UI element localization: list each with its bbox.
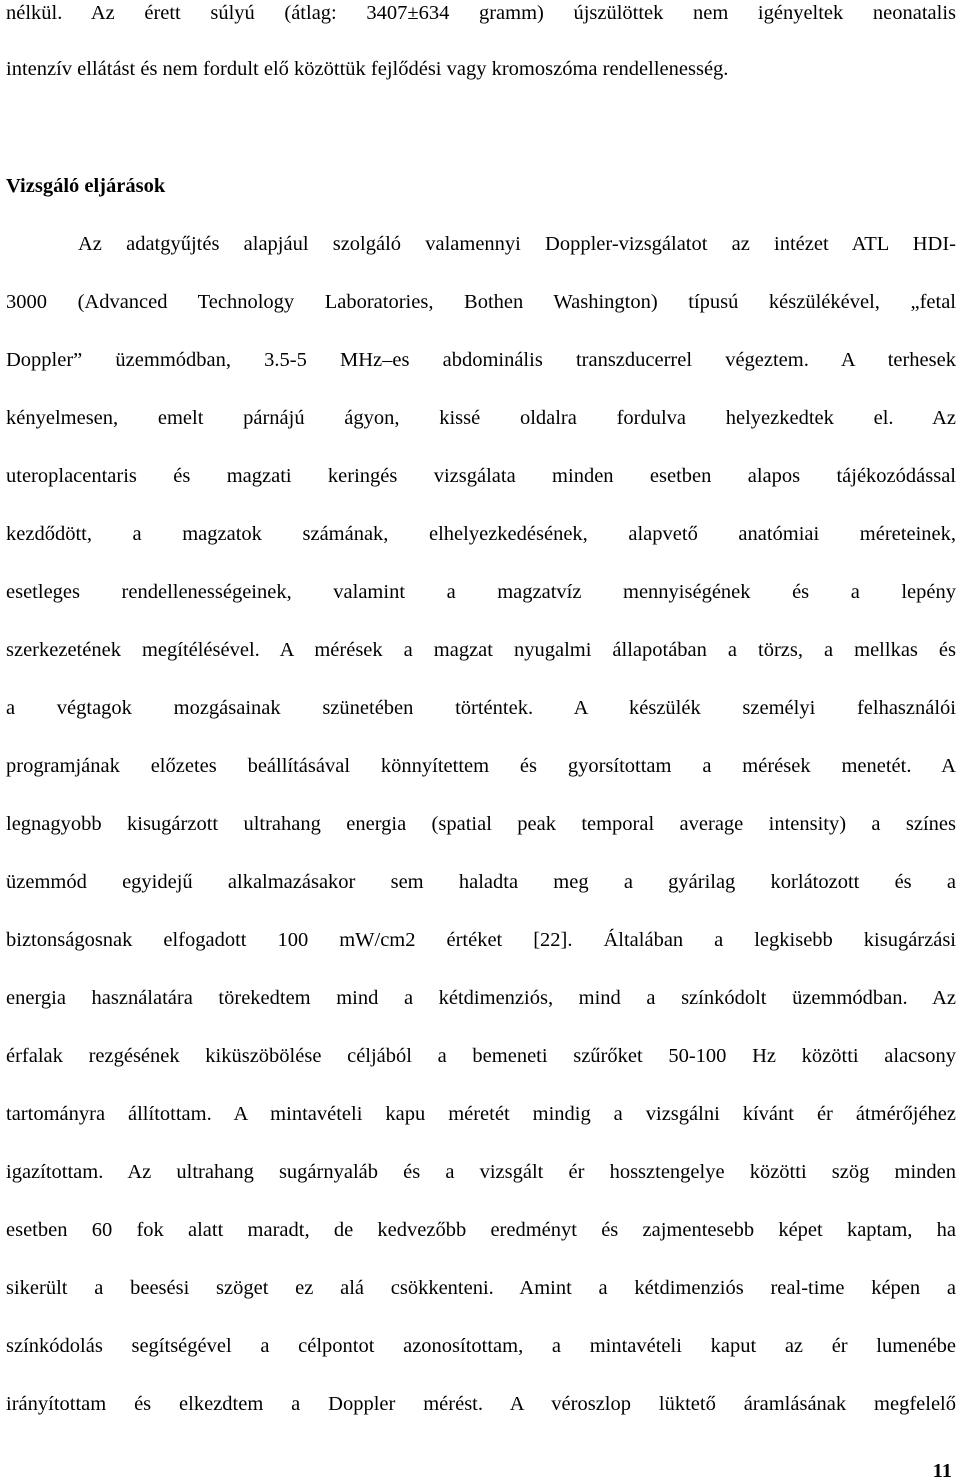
paragraph-line-14: energia használatára törekedtem mind a kétdimenziós, mind a színkódolt üzemmódban. Az: [6, 987, 956, 1009]
paragraph-line-7: esetleges rendellenességeinek, valamint a magzatvíz mennyiségének és a lepény: [6, 581, 956, 603]
paragraph-line-9: a végtagok mozgásainak szünetében történtek. A készülék személyi felhasználói: [6, 697, 956, 719]
paragraph-line-11: legnagyobb kisugárzott ultrahang energia (spatial peak temporal average intensity) a színes: [6, 813, 956, 835]
paragraph-line-5: uteroplacentaris és magzati keringés vizsgálata minden esetben alapos tájékozódással: [6, 465, 956, 487]
paragraph-line-8: szerkezetének megítélésével. A mérések a magzat nyugalmi állapotában a törzs, a mellkas és: [6, 639, 956, 661]
paragraph-line-18: esetben 60 fok alatt maradt, de kedvezőbb eredményt és zajmentesebb képet kaptam, ha: [6, 1219, 956, 1241]
paragraph-line-16: tartományra állítottam. A mintavételi kapu méretét mindig a vizsgálni kívánt ér átmérőjéhez: [6, 1103, 956, 1125]
paragraph-line-3: Doppler” üzemmódban, 3.5-5 MHz–es abdominális transzducerrel végeztem. A terhesek: [6, 349, 956, 371]
intro-line-2: intenzív ellátást és nem fordult elő közöttük fejlődési vagy kromoszóma rendellenesség.: [6, 58, 729, 80]
paragraph-line-17: igazítottam. Az ultrahang sugárnyaláb és a vizsgált ér hossztengelye közötti szög minden: [6, 1161, 956, 1183]
paragraph-line-13: biztonságosnak elfogadott 100 mW/cm2 értéket [22]. Általában a legkisebb kisugárzási: [6, 929, 956, 951]
paragraph-line-10: programjának előzetes beállításával könnyítettem és gyorsítottam a mérések menetét. A: [6, 755, 956, 777]
section-heading: Vizsgáló eljárások: [6, 175, 166, 197]
paragraph-line-12: üzemmód egyidejű alkalmazásakor sem haladta meg a gyárilag korlátozott és a: [6, 871, 956, 893]
document-page: [6, 0, 956, 1480]
paragraph-line-19: sikerült a beesési szöget ez alá csökkenteni. Amint a kétdimenziós real-time képen a: [6, 1277, 956, 1299]
page-number: 11: [932, 1460, 952, 1482]
paragraph-line-6: kezdődött, a magzatok számának, elhelyezkedésének, alapvető anatómiai méreteinek,: [6, 523, 956, 545]
paragraph-line-4: kényelmesen, emelt párnájú ágyon, kissé oldalra fordulva helyezkedtek el. Az: [6, 407, 956, 429]
paragraph-line-20: színkódolás segítségével a célpontot azonosítottam, a mintavételi kaput az ér lumenébe: [6, 1335, 956, 1357]
paragraph-line-1: Az adatgyűjtés alapjául szolgáló valamennyi Doppler-vizsgálatot az intézet ATL HDI-: [78, 233, 956, 255]
intro-line-1: nélkül. Az érett súlyú (átlag: 3407±634 gramm) újszülöttek nem igényeltek neonatalis: [6, 2, 956, 24]
paragraph-line-15: érfalak rezgésének kiküszöbölése céljából a bemeneti szűrőket 50-100 Hz közötti alacsony: [6, 1045, 956, 1067]
paragraph-line-21: irányítottam és elkezdtem a Doppler mérést. A véroszlop lüktető áramlásának megfelelő: [6, 1393, 956, 1415]
paragraph-line-2: 3000 (Advanced Technology Laboratories, Bothen Washington) típusú készülékével, „fetal: [6, 291, 956, 313]
